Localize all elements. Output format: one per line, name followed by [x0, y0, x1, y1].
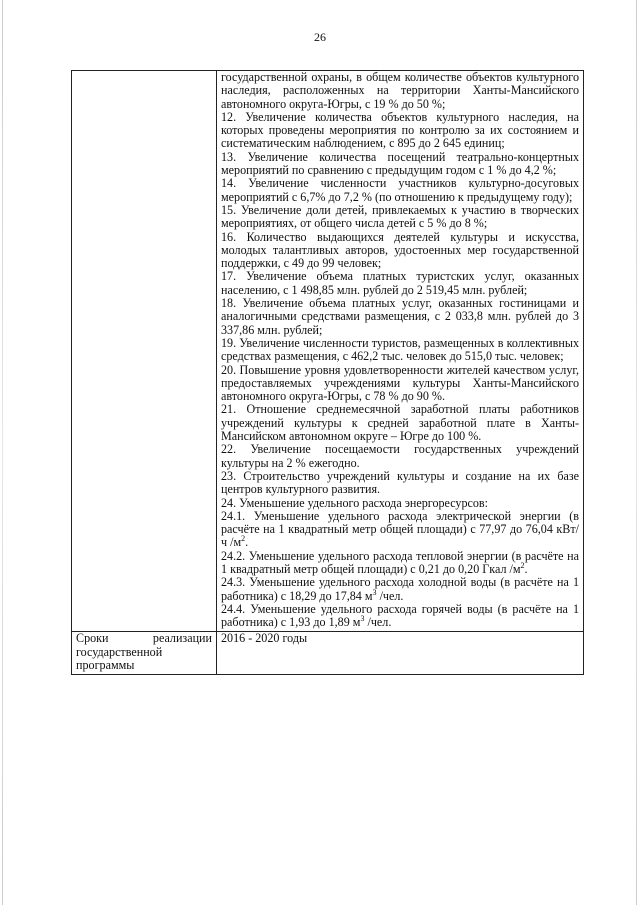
indicator-item: 20. Повышение уровня удовлетворенности жителей качеством услуг, предоставляемых учреждениями культуры Ханты-Мансийского автономного округа-Югры, с 78 % до 90 %.	[221, 362, 579, 404]
indicator-item: 23. Строительство учреждений культуры и создание на их базе центров культурного развития.	[221, 468, 579, 497]
indicator-item: 15. Увеличение доли детей, привлекаемых к участию в творческих мероприятиях, от общего числа детей с 5 % до 8 %;	[221, 202, 579, 231]
indicator-item: 14. Увеличение численности участников культурно-досуговых мероприятий с 6,7% до 7,2 % (по отношению к предыдущему году);	[221, 176, 579, 204]
indicator-item: государственной охраны, в общем количестве объектов культурного наследия, расположенных на территории Ханты-Мансийского автономного округа-Югры, с 19 % до 50 %;	[221, 70, 579, 111]
table-row-indicators	[72, 71, 584, 632]
indicator-subitem: 24.1. Уменьшение удельного расхода электрической энергии (в расчёте на 1 квадратный метр общей площади) с 77,97 до 76,04 кВт/ч $/м^2$.	[221, 508, 579, 550]
indicator-subitem: 24.2. Уменьшение удельного расхода тепловой энергии (в расчёте на 1 квадратный метр общей площади) с 0,21 до 0,20 Гкал $/м^2$.	[221, 548, 579, 576]
indicator-item: 19. Увеличение численности туристов, размещенных в коллективных средствах размещения, с 462,2 тыс. человек до 515,0 тыс. человек;	[221, 335, 579, 364]
indicator-item: 21. Отношение среднемесячной заработной платы работников учреждений культуры к средней заработной плате в Ханты-Мансийском автономном округе – Югре до 100 %.	[221, 402, 579, 444]
page-number: 26	[314, 30, 326, 44]
scan-edge-right	[636, 0, 637, 905]
indicator-item: 12. Увеличение количества объектов культурного наследия, на которых проведены мероприятия по контролю за их состоянием и систематическим наблюдением, с 895 до 2 645 единиц;	[221, 109, 579, 151]
indicator-subitem: 24.3. Уменьшение удельного расхода холодной воды (в расчёте на 1 работника) с 18,29 до 17,84 $м^3$ /чел.	[221, 575, 579, 603]
table-row-timeline	[72, 632, 584, 675]
timeline-value: 2016 - 2020 годы	[217, 632, 584, 675]
program-passport-table	[71, 70, 584, 675]
timeline-label: Сроки реализации государственной программы	[72, 632, 217, 675]
indicator-item: 22. Увеличение посещаемости государственных учреждений культуры на 2 % ежегодно.	[221, 442, 579, 470]
indicators-cell	[217, 71, 584, 632]
scan-edge-left	[2, 0, 3, 905]
indicator-subitem: 24.4. Уменьшение удельного расхода горячей воды (в расчёте на 1 работника) с 1,93 до 1,89 $м^3$ /чел.	[221, 601, 579, 630]
indicator-item: 17. Увеличение объема платных туристских услуг, оказанных населению, с 1 498,85 млн. рублей до 2 519,45 млн. рублей;	[221, 269, 579, 297]
empty-label-cell	[72, 71, 217, 632]
indicator-item: 18. Увеличение объема платных услуг, оказанных гостиницами и аналогичными средствами размещения, с 2 033,8 млн. рублей до 3 337,86 млн. рублей;	[221, 296, 579, 337]
indicator-item: 16. Количество выдающихся деятелей культуры и искусства, молодых талантливых авторов, удостоенных мер государственной поддержки, с 49 до 99 человек;	[221, 229, 579, 271]
indicator-item: 24. Уменьшение удельного расхода энергоресурсов:	[221, 495, 489, 510]
indicator-item: 13. Увеличение количества посещений театрально-концертных мероприятий по сравнению с предыдущим годом с 1 % до 4,2 %;	[221, 149, 579, 178]
